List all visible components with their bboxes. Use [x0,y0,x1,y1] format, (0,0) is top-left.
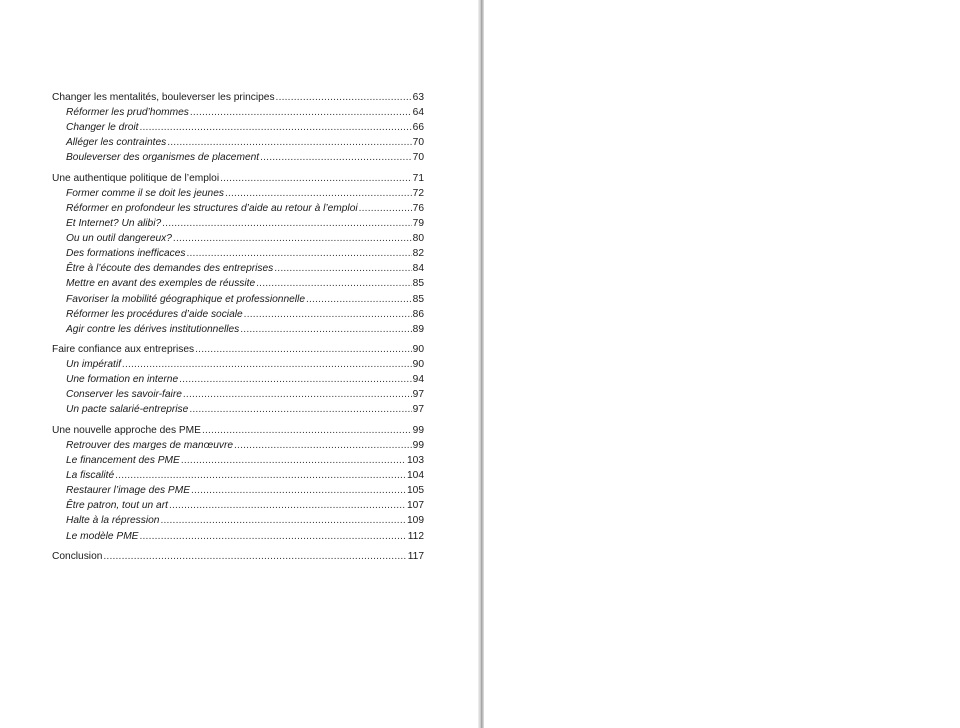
toc-chapter-entry [52,342,424,357]
toc-subentry-title: Bouleverser des organismes de placement [66,152,260,164]
dot-leader [220,171,412,186]
page-number: 70 [412,137,424,149]
page-number: 76 [412,202,424,214]
page-number: 82 [412,248,424,260]
dot-leader [160,513,406,528]
page-number: 64 [412,107,424,119]
dot-leader [115,468,406,483]
toc-subentry [52,498,424,513]
page-number: 90 [412,344,424,356]
toc-subentry [52,246,424,261]
toc-section [52,342,424,417]
toc-chapter-title: Une authentique politique de l’emploi [52,172,220,184]
table-of-contents [52,90,424,569]
page-number: 107 [407,500,424,512]
dot-leader [260,150,412,165]
toc-subentry [52,120,424,135]
toc-subentry-title: Le modèle PME [66,530,139,542]
toc-chapter-title: Faire confiance aux entreprises [52,344,195,356]
toc-subentry-title: Mettre en avant des exemples de réussite [66,278,256,290]
toc-chapter-entry [52,423,424,438]
toc-subentry [52,372,424,387]
dot-leader [276,90,412,105]
toc-subentry-title: Et Internet? Un alibi? [66,218,162,230]
toc-subentry-title: Former comme il se doit les jeunes [66,187,224,199]
toc-subentry-title: Être patron, tout un art [66,500,168,512]
toc-subentry-title: Un pacte salarié-entreprise [66,404,189,416]
left-page [0,0,478,728]
toc-subentry [52,438,424,453]
page-number: 112 [407,530,424,542]
dot-leader [359,201,412,216]
toc-subentry [52,186,424,201]
page-number: 97 [412,404,424,416]
page-number: 90 [412,359,424,371]
toc-subentry [52,216,424,231]
dot-leader [169,498,406,513]
page-number: 63 [412,92,424,103]
toc-subentry-title: Changer le droit [66,122,139,134]
toc-section [52,423,424,544]
dot-leader [191,483,406,498]
toc-subentry [52,307,424,322]
page-number: 80 [412,233,424,245]
page-number: 109 [407,515,424,527]
page-number: 89 [412,323,424,335]
toc-chapter-entry [52,171,424,186]
toc-subentry-title: Alléger les contraintes [66,137,167,149]
toc-subentry-title: La fiscalité [66,470,115,482]
toc-chapter-title: Conclusion [52,550,103,562]
dot-leader [162,216,412,231]
toc-subentry-title: Une formation en interne [66,374,179,386]
toc-subentry-title: Réformer les procédures d’aide sociale [66,308,243,320]
toc-subentry-title: Restaurer l’image des PME [66,485,190,497]
toc-subentry-title: Ou un outil dangereux? [66,233,172,245]
toc-subentry-title: Réformer les prud’hommes [66,107,189,119]
dot-leader [181,453,406,468]
toc-subentry-title: Réformer en profondeur les structures d’aide au retour à l’emploi [66,202,358,214]
toc-subentry [52,231,424,246]
page-number: 117 [407,550,424,562]
toc-subentry [52,513,424,528]
toc-subentry [52,276,424,291]
toc-section [52,549,424,564]
dot-leader [183,387,412,402]
dot-leader [103,549,406,564]
toc-subentry [52,468,424,483]
page-number: 94 [412,374,424,386]
page-number: 97 [412,389,424,401]
toc-subentry [52,261,424,276]
toc-subentry [52,201,424,216]
page-number: 79 [412,218,424,230]
dot-leader [190,105,412,120]
toc-subentry [52,387,424,402]
page-number: 70 [412,152,424,164]
toc-subentry-title: Agir contre les dérives institutionnelles [66,323,240,335]
toc-subentry [52,322,424,337]
dot-leader [195,342,412,357]
dot-leader [240,322,411,337]
dot-leader [167,135,411,150]
toc-subentry-title: Le financement des PME [66,455,180,467]
toc-subentry-title: Retrouver des marges de manœuvre [66,439,234,451]
dot-leader [234,438,412,453]
page-number: 103 [407,455,424,467]
dot-leader [274,261,411,276]
toc-subentry-title: Des formations inefficaces [66,248,186,260]
toc-subentry-title: Un impératif [66,359,121,371]
dot-leader [225,186,412,201]
toc-chapter-title: Changer les mentalités, bouleverser les principes [52,92,275,103]
dot-leader [186,246,411,261]
toc-chapter-title: Une nouvelle approche des PME [52,424,201,436]
right-page [484,0,960,728]
toc-chapter-entry [52,90,424,105]
dot-leader [179,372,412,387]
dot-leader [139,529,406,544]
dot-leader [256,276,412,291]
toc-subentry [52,529,424,544]
page-number: 85 [412,278,424,290]
dot-leader [122,357,412,372]
page-number: 84 [412,263,424,275]
toc-subentry-title: Halte à la répression [66,515,160,527]
toc-section [52,90,424,165]
page-number: 86 [412,308,424,320]
toc-subentry [52,453,424,468]
dot-leader [173,231,412,246]
toc-subentry-title: Être à l’écoute des demandes des entreprises [66,263,274,275]
toc-chapter-entry [52,549,424,564]
page-number: 66 [412,122,424,134]
page-number: 99 [412,424,424,436]
toc-subentry-title: Conserver les savoir-faire [66,389,182,401]
toc-subentry [52,150,424,165]
page-number: 71 [412,172,424,184]
toc-section [52,171,424,337]
toc-subentry [52,105,424,120]
page-number: 105 [407,485,424,497]
toc-subentry [52,135,424,150]
page-number: 99 [412,439,424,451]
page-number: 104 [407,470,424,482]
toc-subentry [52,292,424,307]
dot-leader [306,292,412,307]
dot-leader [244,307,412,322]
toc-subentry [52,483,424,498]
page-number: 85 [412,293,424,305]
dot-leader [140,120,412,135]
toc-subentry [52,357,424,372]
dot-leader [202,423,412,438]
dot-leader [189,402,411,417]
toc-subentry [52,402,424,417]
toc-subentry-title: Favoriser la mobilité géographique et professionnelle [66,293,305,305]
page-number: 72 [412,187,424,199]
